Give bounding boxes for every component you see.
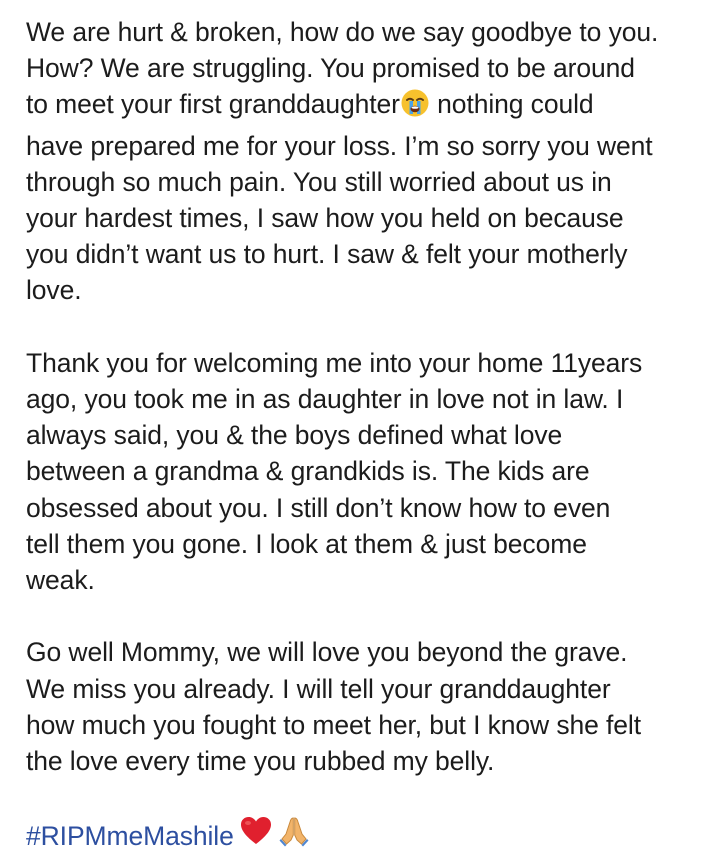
text-line: We miss you already. I will tell your granddaughter (26, 673, 611, 704)
red-heart-icon (240, 816, 272, 855)
text-line: How? We are struggling. You promised to be around (26, 53, 635, 84)
text-line: between a grandma & grandkids is. The kids are (26, 456, 590, 487)
text-segment: nothing could (429, 89, 594, 120)
text-line: through so much pain. You still worried about us in (26, 166, 612, 197)
text-line: always said, you & the boys defined what love (26, 420, 563, 451)
paragraph-3 (26, 634, 696, 779)
text-line: you didn’t want us to hurt. I saw & felt your motherly (26, 239, 628, 270)
text-line (26, 86, 696, 127)
crying-face-icon (400, 88, 430, 127)
text-line: Go well Mommy, we will love you beyond the grave. (26, 637, 628, 668)
hashtag-row (26, 815, 696, 856)
text-line: have prepared me for your loss. I’m so sorry you went (26, 130, 653, 161)
folded-hands-icon (278, 815, 310, 856)
post-text (26, 14, 696, 857)
paragraph-1 (26, 14, 696, 309)
hashtag-link[interactable]: #RIPMmeMashile (26, 820, 234, 851)
text-line: ago, you took me in as daughter in love not in law. I (26, 384, 624, 415)
text-line: weak. (26, 565, 95, 596)
text-line: the love every time you rubbed my belly. (26, 746, 495, 777)
text-line: love. (26, 275, 82, 306)
text-line: Thank you for welcoming me into your home 11years (26, 347, 643, 378)
text-line: how much you fought to meet her, but I know she felt (26, 709, 641, 740)
text-line: tell them you gone. I look at them & just become (26, 528, 587, 559)
paragraph-2 (26, 345, 696, 598)
text-line: We are hurt & broken, how do we say goodbye to you. (26, 17, 659, 47)
text-line: obsessed about you. I still don’t know how to even (26, 492, 611, 523)
text-line: your hardest times, I saw how you held on because (26, 203, 624, 234)
text-segment: to meet your first granddaughter (26, 89, 400, 120)
